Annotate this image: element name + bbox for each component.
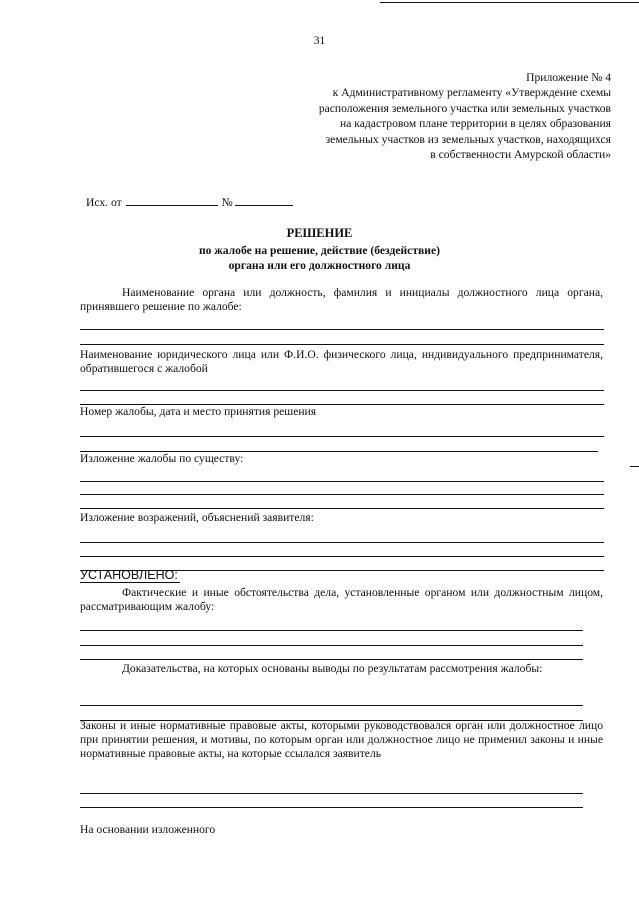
outgoing-reference <box>86 194 293 210</box>
laws-fill-line[interactable] <box>80 807 583 808</box>
complaint-number-fill-line[interactable] <box>80 436 604 437</box>
authority-fill-line[interactable] <box>80 344 604 345</box>
facts-text: Фактические и иные обстоятельства дела, установленные органом или должностным лицом, рассматривающим жалобу: <box>80 586 603 613</box>
complaint-essence-fill-line[interactable] <box>80 508 604 509</box>
evidence-text: Доказательства, на которых основаны выводы по результатам рассмотрения жалобы: <box>122 662 543 675</box>
page-number: 31 <box>313 35 326 47</box>
top-edge-line <box>380 2 639 3</box>
outgoing-ref-label: Исх. от <box>86 196 122 209</box>
appendix-line: Приложение № 4 <box>526 71 611 84</box>
complaint-essence-fill-line[interactable] <box>80 481 604 482</box>
outgoing-number-label: № <box>221 196 233 209</box>
objections-label: Изложение возражений, объяснений заявителя: <box>80 511 314 524</box>
conclusion-text: На основании изложенного <box>80 823 216 836</box>
applicant-label <box>80 348 603 376</box>
margin-mark <box>630 466 639 467</box>
appendix-line: на кадастровом плане территории в целях образования <box>340 117 611 131</box>
document-title: РЕШЕНИЕ <box>286 226 353 240</box>
appendix-header <box>211 70 611 162</box>
document-subtitle <box>0 243 639 273</box>
authority-label <box>80 286 603 314</box>
complaint-essence-label: Изложение жалобы по существу: <box>80 452 244 465</box>
facts-fill-line[interactable] <box>80 659 583 660</box>
appendix-line: в собственности Амурской области» <box>430 148 611 162</box>
facts-fill-line[interactable] <box>80 630 583 631</box>
complaint-essence-fill-line[interactable] <box>80 494 604 495</box>
complaint-number-label: Номер жалобы, дата и место принятия решения <box>80 405 317 418</box>
applicant-fill-line[interactable] <box>80 390 604 391</box>
appendix-line: расположения земельного участка или земельных участков <box>318 101 611 115</box>
subtitle-line: по жалобе на решение, действие (бездействие) <box>199 244 440 257</box>
established-underline <box>80 582 180 583</box>
laws-fill-line[interactable] <box>80 793 583 794</box>
facts-fill-line[interactable] <box>80 645 583 646</box>
evidence-label <box>80 662 603 676</box>
laws-label <box>80 719 603 761</box>
authority-text: Наименование органа или должность, фамилия и инициалы должностного лица органа, принявшего решение по жалобе: <box>80 286 603 313</box>
evidence-fill-line[interactable] <box>80 705 583 706</box>
appendix-line: к Административному регламенту «Утверждение схемы <box>332 86 611 100</box>
outgoing-number-blank[interactable] <box>235 194 293 206</box>
facts-label <box>80 586 603 614</box>
objections-fill-line[interactable] <box>80 556 604 557</box>
authority-fill-line[interactable] <box>80 329 604 330</box>
established-heading: УСТАНОВЛЕНО: <box>80 568 178 582</box>
subtitle-line: органа или его должностного лица <box>228 259 411 272</box>
objections-fill-line[interactable] <box>80 542 604 543</box>
outgoing-date-blank[interactable] <box>126 194 218 206</box>
appendix-line: земельных участков из земельных участков, находящихся <box>325 132 611 146</box>
laws-text: Законы и иные нормативные правовые акты, которыми руководствовался орган или должностное лицо при принятии решения, и мотивы, по которым орган или должностное лицо не применил законы и иные нормативные правовые акты, на которые ссылался заявитель <box>80 719 603 760</box>
applicant-text: Наименование юридического лица или Ф.И.О. физического лица, индивидуального предпринимателя, обратившегося с жалобой <box>80 348 603 375</box>
